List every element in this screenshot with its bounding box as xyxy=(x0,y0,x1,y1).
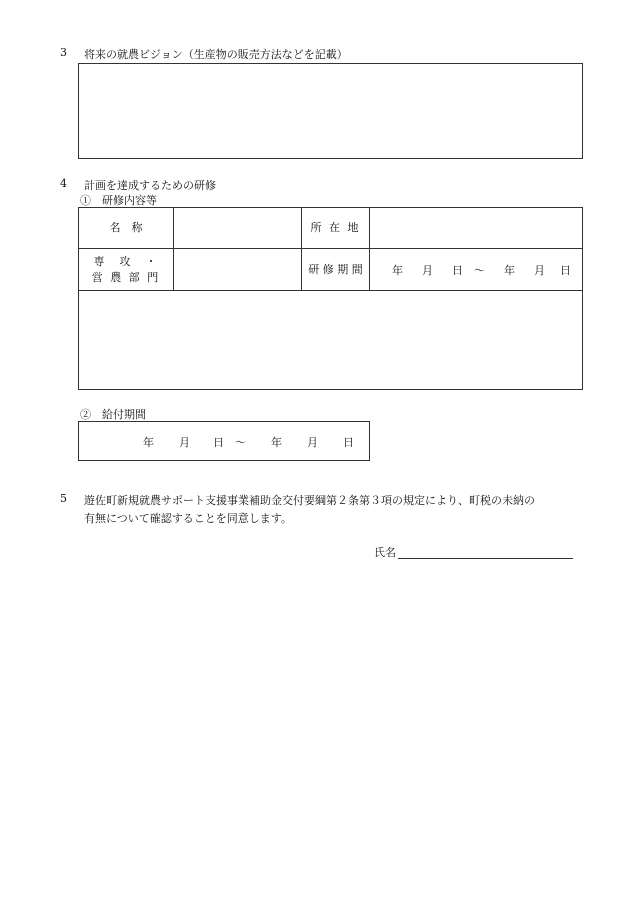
period-year1: 年 xyxy=(392,263,403,277)
major-field[interactable] xyxy=(174,249,301,290)
section3-number: 3 xyxy=(60,46,67,59)
training-details-field[interactable] xyxy=(79,291,582,389)
major-label: 専 攻 ・ 営 農 部 門 xyxy=(91,254,161,284)
pay-tilde: ～ xyxy=(235,436,246,449)
pay-year2: 年 xyxy=(271,436,282,449)
section3-title: 将来の就農ビジョン（生産物の販売方法などを記載） xyxy=(84,48,348,61)
payment-period-field[interactable] xyxy=(78,421,370,461)
location-label: 所 在 地 xyxy=(310,221,361,235)
period-year2: 年 xyxy=(504,263,515,277)
pay-month1: 月 xyxy=(179,436,190,449)
signature-label: 氏名 xyxy=(374,546,396,559)
period-day1: 日 xyxy=(452,263,463,277)
name-label: 名 称 xyxy=(109,221,143,235)
section4-number: 4 xyxy=(60,177,67,190)
period-tilde: ～ xyxy=(474,263,485,277)
pay-day2: 日 xyxy=(343,436,354,449)
period-day2: 日 xyxy=(560,263,571,277)
training-period-field[interactable] xyxy=(370,249,582,290)
section5-number: 5 xyxy=(60,492,67,505)
consent-text-line2: 有無について確認することを同意します。 xyxy=(84,512,292,525)
period-label: 研 修 期 間 xyxy=(308,262,363,276)
pay-day1: 日 xyxy=(213,436,224,449)
consent-text-line1: 遊佐町新規就農サポート支援事業補助金交付要綱第２条第３項の規定により、町税の未納の xyxy=(84,494,535,507)
pay-year1: 年 xyxy=(143,436,154,449)
location-field[interactable] xyxy=(370,208,582,248)
payment-period-subheading: ② 給付期間 xyxy=(80,408,146,421)
signature-field[interactable] xyxy=(398,543,573,559)
training-content-subheading: ① 研修内容等 xyxy=(80,194,157,207)
vision-textbox[interactable] xyxy=(78,63,583,159)
name-field[interactable] xyxy=(174,208,301,248)
section4-title: 計画を達成するための研修 xyxy=(84,179,216,192)
pay-month2: 月 xyxy=(307,436,318,449)
period-month1: 月 xyxy=(422,263,433,277)
period-month2: 月 xyxy=(534,263,545,277)
